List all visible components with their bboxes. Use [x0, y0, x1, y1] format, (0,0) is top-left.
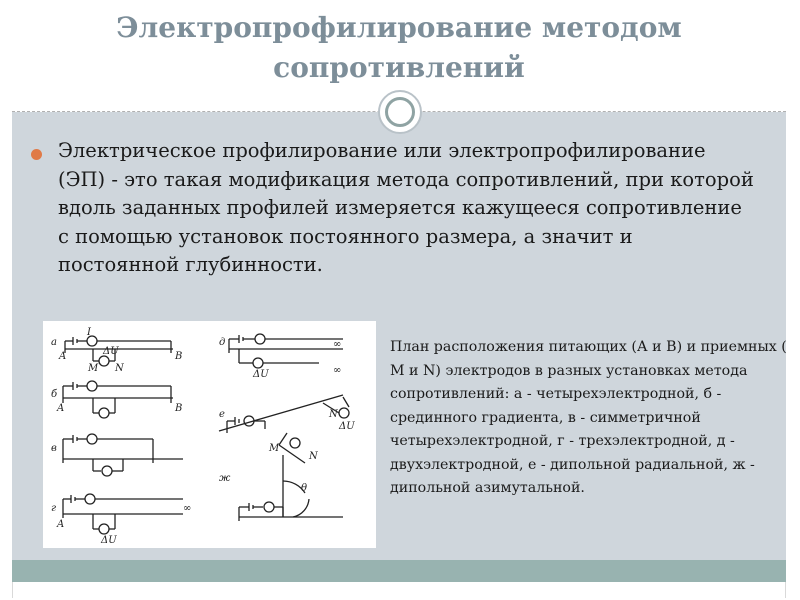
- figure-caption: План расположения питающих (А и В) и приемных ( М и N) электродов в разных установках метода сопротивлений: а - четырехэлектродной, б - срединного градиента, в - симметричной четырехэлектродной, г - трехэлектродной, д - двухэлектродной, е - дипольной радиальной, ж - дипольной азимутальной.: [390, 339, 787, 496]
- label-v: в: [51, 443, 57, 454]
- bullet-dot-icon: [31, 149, 42, 160]
- svg-text:A: A: [59, 351, 67, 362]
- bullet-paragraph: Электрическое профилирование или электропрофилирование (ЭП) - это такая модификация метода сопротивлений, при которой вдоль заданных профилей измеряется кажущееся сопротивление с помощью установок постоянного размера, а значит и постоянной глубинности.: [58, 139, 754, 276]
- svg-text:ΔU: ΔU: [253, 369, 269, 380]
- svg-text:∞: ∞: [333, 365, 342, 376]
- svg-text:B: B: [175, 351, 183, 362]
- slide-title: Электропрофилирование методом сопротивлений: [116, 11, 682, 84]
- label-zh: ж: [219, 473, 231, 484]
- circle-ornament-icon: [378, 90, 422, 134]
- label-d: д: [219, 337, 226, 348]
- svg-text:N: N: [329, 409, 338, 420]
- svg-text:θ: θ: [301, 483, 308, 494]
- svg-text:∞: ∞: [183, 503, 192, 514]
- svg-text:B: B: [175, 403, 183, 414]
- label-g: г: [51, 503, 57, 514]
- svg-text:N: N: [309, 451, 318, 462]
- svg-text:N: N: [115, 363, 124, 374]
- diagram-e-line: [219, 395, 343, 431]
- label-a: а: [51, 337, 57, 348]
- svg-text:A: A: [57, 519, 65, 530]
- svg-text:∞: ∞: [333, 339, 342, 350]
- label-e: е: [219, 409, 225, 420]
- svg-text:A: A: [57, 403, 65, 414]
- circle-ornament-inner: [385, 97, 415, 127]
- svg-text:M: M: [88, 363, 99, 374]
- svg-text:I: I: [87, 327, 91, 338]
- label-b: б: [51, 389, 58, 400]
- footer-bar: [12, 560, 786, 582]
- svg-text:ΔU: ΔU: [101, 535, 117, 546]
- svg-text:ΔU: ΔU: [103, 346, 119, 357]
- electrode-diagram-svg: [43, 321, 376, 548]
- svg-text:M: M: [269, 443, 280, 454]
- electrode-diagram: [43, 321, 376, 548]
- svg-text:ΔU: ΔU: [339, 421, 355, 432]
